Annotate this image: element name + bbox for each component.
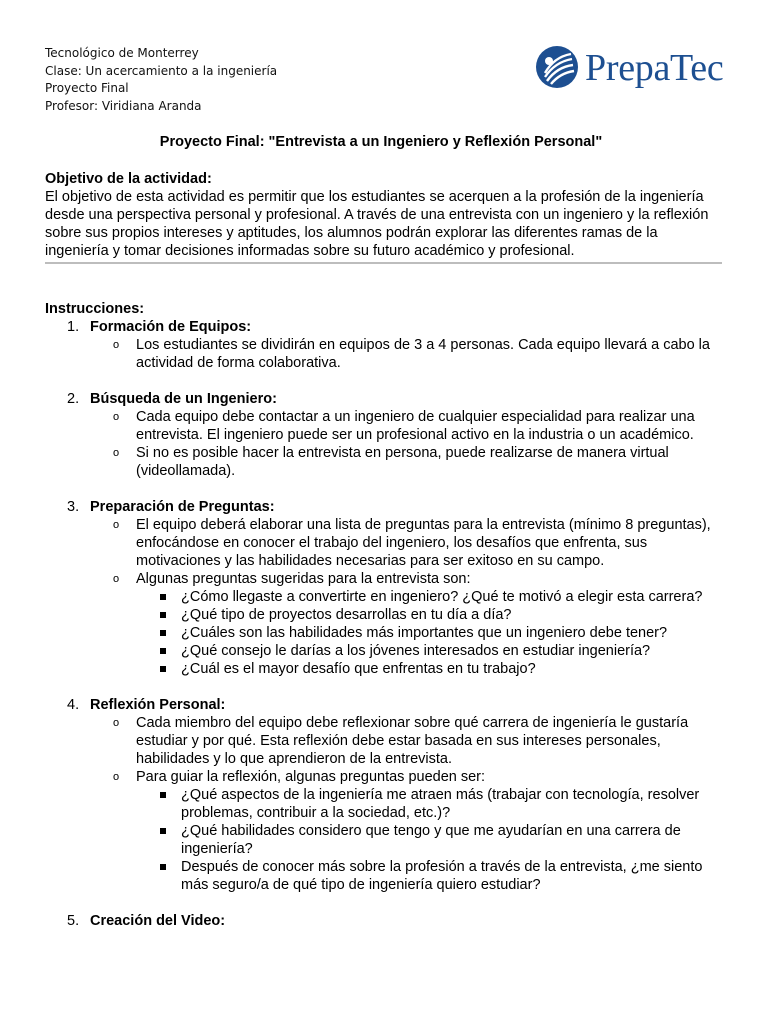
- list-item: [90, 768, 722, 894]
- instruction-item-2: [45, 390, 722, 480]
- square-bullet-icon: [160, 828, 166, 834]
- instruction-item-1: [45, 318, 722, 372]
- instruction-number: 1.: [67, 319, 80, 335]
- list-item: [90, 570, 722, 678]
- question-text: ¿Cómo llegaste a convertirte en ingeniero? ¿Qué te motivó a elegir esta carrera?: [181, 589, 703, 605]
- question-text: ¿Qué aspectos de la ingeniería me atraen más (trabajar con tecnología, resolver problemas, contribuir a la sociedad, etc.)?: [181, 787, 700, 821]
- list-item-text: Para guiar la reflexión, algunas preguntas pueden ser:: [136, 769, 486, 785]
- square-bullet-icon: [160, 630, 166, 636]
- circle-bullet-icon: o: [113, 411, 120, 423]
- instruction-item-4: [45, 696, 722, 894]
- objective-heading: Objetivo de la actividad:: [45, 171, 212, 187]
- prepatec-logo: [534, 44, 734, 94]
- list-item: [90, 516, 722, 570]
- circle-bullet-icon: o: [113, 447, 120, 459]
- header-info: [45, 45, 277, 115]
- question-item: [136, 642, 722, 660]
- objective-text: El objetivo de esta actividad es permitir que los estudiantes se acerquen a la profesión de la ingeniería desde una perspectiva personal y profesional. A través de una entrevista con un ingeniero y la reflexión sobre sus propios intereses y aptitudes, los alumnos podrán explorar las diferentes ramas de la ingeniería y tomar decisiones informadas sobre su futuro académico y profesional.: [45, 189, 709, 259]
- question-text: Después de conocer más sobre la profesión a través de la entrevista, ¿me siento más seguro/a de qué tipo de ingeniería quiero estudiar?: [181, 859, 703, 893]
- question-text: ¿Qué habilidades considero que tengo y que me ayudarían en una carrera de ingeniería?: [181, 823, 681, 857]
- list-item: [90, 714, 722, 768]
- question-text: ¿Cuál es el mayor desafío que enfrentas en tu trabajo?: [181, 661, 536, 677]
- objective-section: [45, 170, 722, 264]
- circle-bullet-icon: o: [113, 573, 120, 585]
- question-item: [136, 786, 722, 822]
- list-item-text: Si no es posible hacer la entrevista en persona, puede realizarse de manera virtual (videollamada).: [136, 445, 669, 479]
- instructions-list: [45, 318, 722, 930]
- logo-text: PrepaTec: [585, 47, 724, 89]
- instruction-sublist: [90, 408, 722, 480]
- circle-bullet-icon: o: [113, 771, 120, 783]
- question-item: [136, 660, 722, 678]
- instruction-item-3: [45, 498, 722, 678]
- header-line-professor: Profesor: Viridiana Aranda: [45, 98, 202, 113]
- prepatec-emblem-icon: [534, 44, 580, 90]
- instructions-heading: Instrucciones:: [45, 301, 145, 317]
- header-line-institution: Tecnológico de Monterrey: [45, 46, 199, 60]
- square-bullet-icon: [160, 594, 166, 600]
- question-list: [136, 786, 722, 894]
- question-text: ¿Qué tipo de proyectos desarrollas en tu día a día?: [181, 607, 512, 623]
- question-list: [136, 588, 722, 678]
- question-item: [136, 606, 722, 624]
- list-item-text: Los estudiantes se dividirán en equipos de 3 a 4 personas. Cada equipo llevará a cabo la actividad de forma colaborativa.: [136, 337, 710, 371]
- instruction-title: Búsqueda de un Ingeniero:: [90, 391, 277, 407]
- circle-bullet-icon: o: [113, 519, 120, 531]
- circle-bullet-icon: o: [113, 717, 120, 729]
- instruction-sublist: [90, 516, 722, 678]
- list-item-text: Cada equipo debe contactar a un ingeniero de cualquier especialidad para realizar una entrevista. El ingeniero puede ser un profesional activo en la industria o un académico.: [136, 409, 695, 443]
- list-item: [90, 444, 722, 480]
- question-item: [136, 624, 722, 642]
- header-line-class: Clase: Un acercamiento a la ingeniería: [45, 63, 278, 78]
- instruction-sublist: [90, 714, 722, 894]
- square-bullet-icon: [160, 666, 166, 672]
- list-item: [90, 408, 722, 444]
- instruction-title: Formación de Equipos:: [90, 319, 252, 335]
- instruction-number: 4.: [67, 697, 80, 713]
- instruction-item-5: [45, 912, 722, 930]
- instruction-number: 2.: [67, 391, 80, 407]
- instruction-title: Reflexión Personal:: [90, 697, 226, 713]
- instruction-sublist: [90, 336, 722, 372]
- circle-bullet-icon: o: [113, 339, 120, 351]
- square-bullet-icon: [160, 648, 166, 654]
- question-text: ¿Cuáles son las habilidades más importantes que un ingeniero debe tener?: [181, 625, 668, 641]
- list-item: [90, 336, 722, 372]
- header-line-project: Proyecto Final: [45, 81, 129, 96]
- document-body: [45, 133, 722, 948]
- instruction-title: Creación del Video:: [90, 913, 226, 929]
- document-title: Proyecto Final: "Entrevista a un Ingeniero y Reflexión Personal": [159, 134, 603, 150]
- list-item-text: Cada miembro del equipo debe reflexionar sobre qué carrera de ingeniería le gustaría estudiar y por qué. Esta reflexión debe estar basada en sus intereses personales, habilidades y lo que aprendieron de la entrevista.: [136, 715, 689, 767]
- question-item: [136, 822, 722, 858]
- list-item-text: Algunas preguntas sugeridas para la entrevista son:: [136, 571, 471, 587]
- instruction-title: Preparación de Preguntas:: [90, 499, 275, 515]
- question-item: [136, 858, 722, 894]
- instruction-number: 5.: [67, 913, 80, 929]
- square-bullet-icon: [160, 864, 166, 870]
- question-text: ¿Qué consejo le darías a los jóvenes interesados en estudiar ingeniería?: [181, 643, 651, 659]
- question-item: [136, 588, 722, 606]
- square-bullet-icon: [160, 612, 166, 618]
- square-bullet-icon: [160, 792, 166, 798]
- instruction-number: 3.: [67, 499, 80, 515]
- list-item-text: El equipo deberá elaborar una lista de preguntas para la entrevista (mínimo 8 preguntas), enfocándose en conocer el trabajo del ingeniero, los desafíos que enfrenta, sus motivaciones y las habilidades necesarias para ser exitoso en su campo.: [136, 517, 711, 569]
